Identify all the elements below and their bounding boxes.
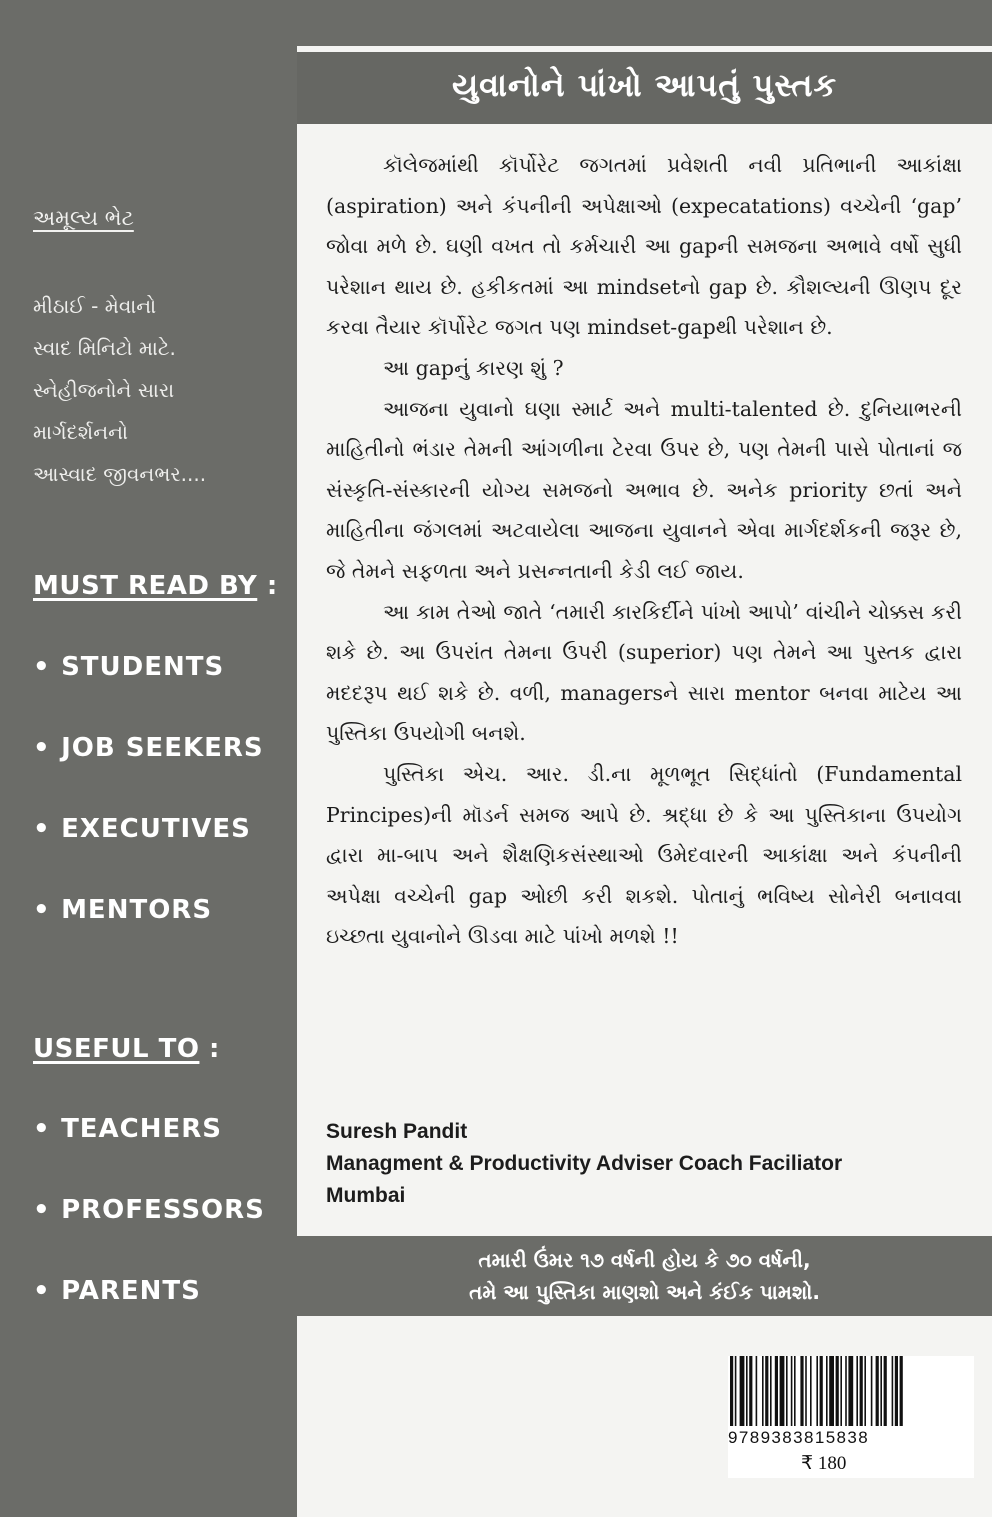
isbn-barcode	[728, 1356, 974, 1478]
blurb-paragraph: આજના યુવાનો ઘણા સ્માર્ટ અને multi-talented છે. દુનિયાભરની માહિતીનો ભંડાર તેમની આંગળીના ટેરવા ઉપર છે, પણ તેમની પાસે પોતાનાં જ સંસ્કૃતિ-સંસ્કારની યોગ્ય સમજનો અભાવ છે. અનેક priority છતાં અને માહિતીના જંગલમાં અટવાયેલા આજના યુવાનને એવા માર્ગદર્શકની જરૂર છે, જે તેમને સફળતા અને પ્રસન્નતાની કેડી લઈ જાય.	[326, 396, 962, 583]
gift-verse	[33, 285, 206, 495]
book-tagline: યુવાનોને પાંખો આપતું પુસ્તક	[451, 66, 838, 104]
gift-line: માર્ગદર્શનનો	[33, 420, 129, 444]
barcode-icon	[728, 1356, 974, 1426]
author-signature	[326, 1116, 842, 1212]
gift-line: આસ્વાદ જીવનભર....	[33, 462, 207, 486]
blurb-paragraph: કૉલેજમાંથી કૉર્પોરેટ જગતમાં પ્રવેશતી નવી પ્રતિભાની આકાંક્ષા (aspiration) અને કંપનીની અપેક્ષાઓ (expecatations) વચ્ચેની ‘gap’ જોવા મળે છે. ઘણી વખત તો કર્મચારી આ gapની સમજના અભાવે વર્ષો સુધી પરેશાન થાય છે. હકીકતમાં આ mindsetનો gap છે. કૌશલ્યની ઊણપ દૂર કરવા તૈયાર કૉર્પોરેટ જગત પણ mindset-gapથી પરેશાન છે.	[326, 153, 962, 340]
bullet-icon: •	[33, 895, 51, 925]
price-label: ₹ 180	[801, 1453, 847, 1474]
isbn-number: 9789383815838	[728, 1428, 870, 1447]
must-read-item: • JOB SEEKERS	[33, 733, 264, 763]
left-sidebar-panel	[0, 0, 297, 1517]
bottom-quote-line: તમારી ઉંમર ૧૭ વર્ષની હોય કે ૭૦ વર્ષની,	[478, 1248, 811, 1272]
gift-line: સ્વાદ મિનિટો માટે.	[33, 336, 176, 360]
bullet-icon: •	[33, 733, 51, 763]
useful-to-item: • PARENTS	[33, 1276, 201, 1306]
author-name: Suresh Pandit	[326, 1120, 468, 1143]
useful-to-item: • PROFESSORS	[33, 1195, 265, 1225]
gift-line: સ્નેહીજનોને સારા	[33, 378, 175, 402]
author-city: Mumbai	[326, 1184, 406, 1207]
bullet-icon: •	[33, 1276, 51, 1306]
gift-heading: અમૂલ્ય ભેટ	[33, 206, 134, 230]
blurb-paragraph: પુસ્તિકા એચ. આર. ડી.ના મૂળભૂત સિદ્ધાંતો (Fundamental Principes)ની મૉડર્ન સમજ આપે છે. શ્રદ્ધા છે કે આ પુસ્તિકાના ઉપયોગ દ્વારા મા-બાપ અને શૈક્ષણિકસંસ્થાઓ ઉમેદવારની આકાંક્ષા અને કંપનીની અપેક્ષા વચ્ચેની gap ઓછી કરી શકશે. પોતાનું ભવિષ્ય સોનેરી બનાવવા ઇચ્છતા યુવાનોને ઊડવા માટે પાંખો મળશે !!	[326, 761, 962, 949]
bottom-quote-line: તમે આ પુસ્તિકા માણશો અને કંઈક પામશો.	[469, 1280, 820, 1304]
useful-to-heading: USEFUL TO :	[33, 1034, 220, 1064]
bullet-icon: •	[33, 814, 51, 844]
must-read-item: • STUDENTS	[33, 652, 225, 682]
must-read-heading: MUST READ BY :	[33, 571, 278, 601]
must-read-item: • MENTORS	[33, 895, 213, 925]
useful-to-item: • TEACHERS	[33, 1114, 223, 1144]
blurb-paragraph: આ કામ તેઓ જાતે ‘તમારી કારકિર્દીને પાંખો આપો’ વાંચીને ચોક્કસ કરી શકે છે. આ ઉપરાંત તેમના ઉપરી (superior) પણ તેમને આ પુસ્તક દ્વારા મદદરૂપ થઈ શકે છે. વળી, managersને સારા mentor બનવા માટેય આ પુસ્તિકા ઉપયોગી બનશે.	[326, 599, 962, 746]
blurb-paragraph: આ gapનું કારણ શું ?	[383, 355, 564, 380]
must-read-item: • EXECUTIVES	[33, 814, 251, 844]
author-title: Managment & Productivity Adviser Coach Faciliator	[326, 1152, 843, 1175]
bullet-icon: •	[33, 1114, 51, 1144]
title-banner	[297, 46, 992, 124]
top-gray-strip	[297, 0, 992, 46]
bottom-quote-band	[297, 1236, 992, 1316]
bottom-quote	[297, 1244, 992, 1308]
gift-line: મીઠાઈ - મેવાનો	[33, 294, 157, 318]
bullet-icon: •	[33, 1195, 51, 1225]
bullet-icon: •	[33, 652, 51, 682]
blurb-text	[326, 145, 962, 957]
